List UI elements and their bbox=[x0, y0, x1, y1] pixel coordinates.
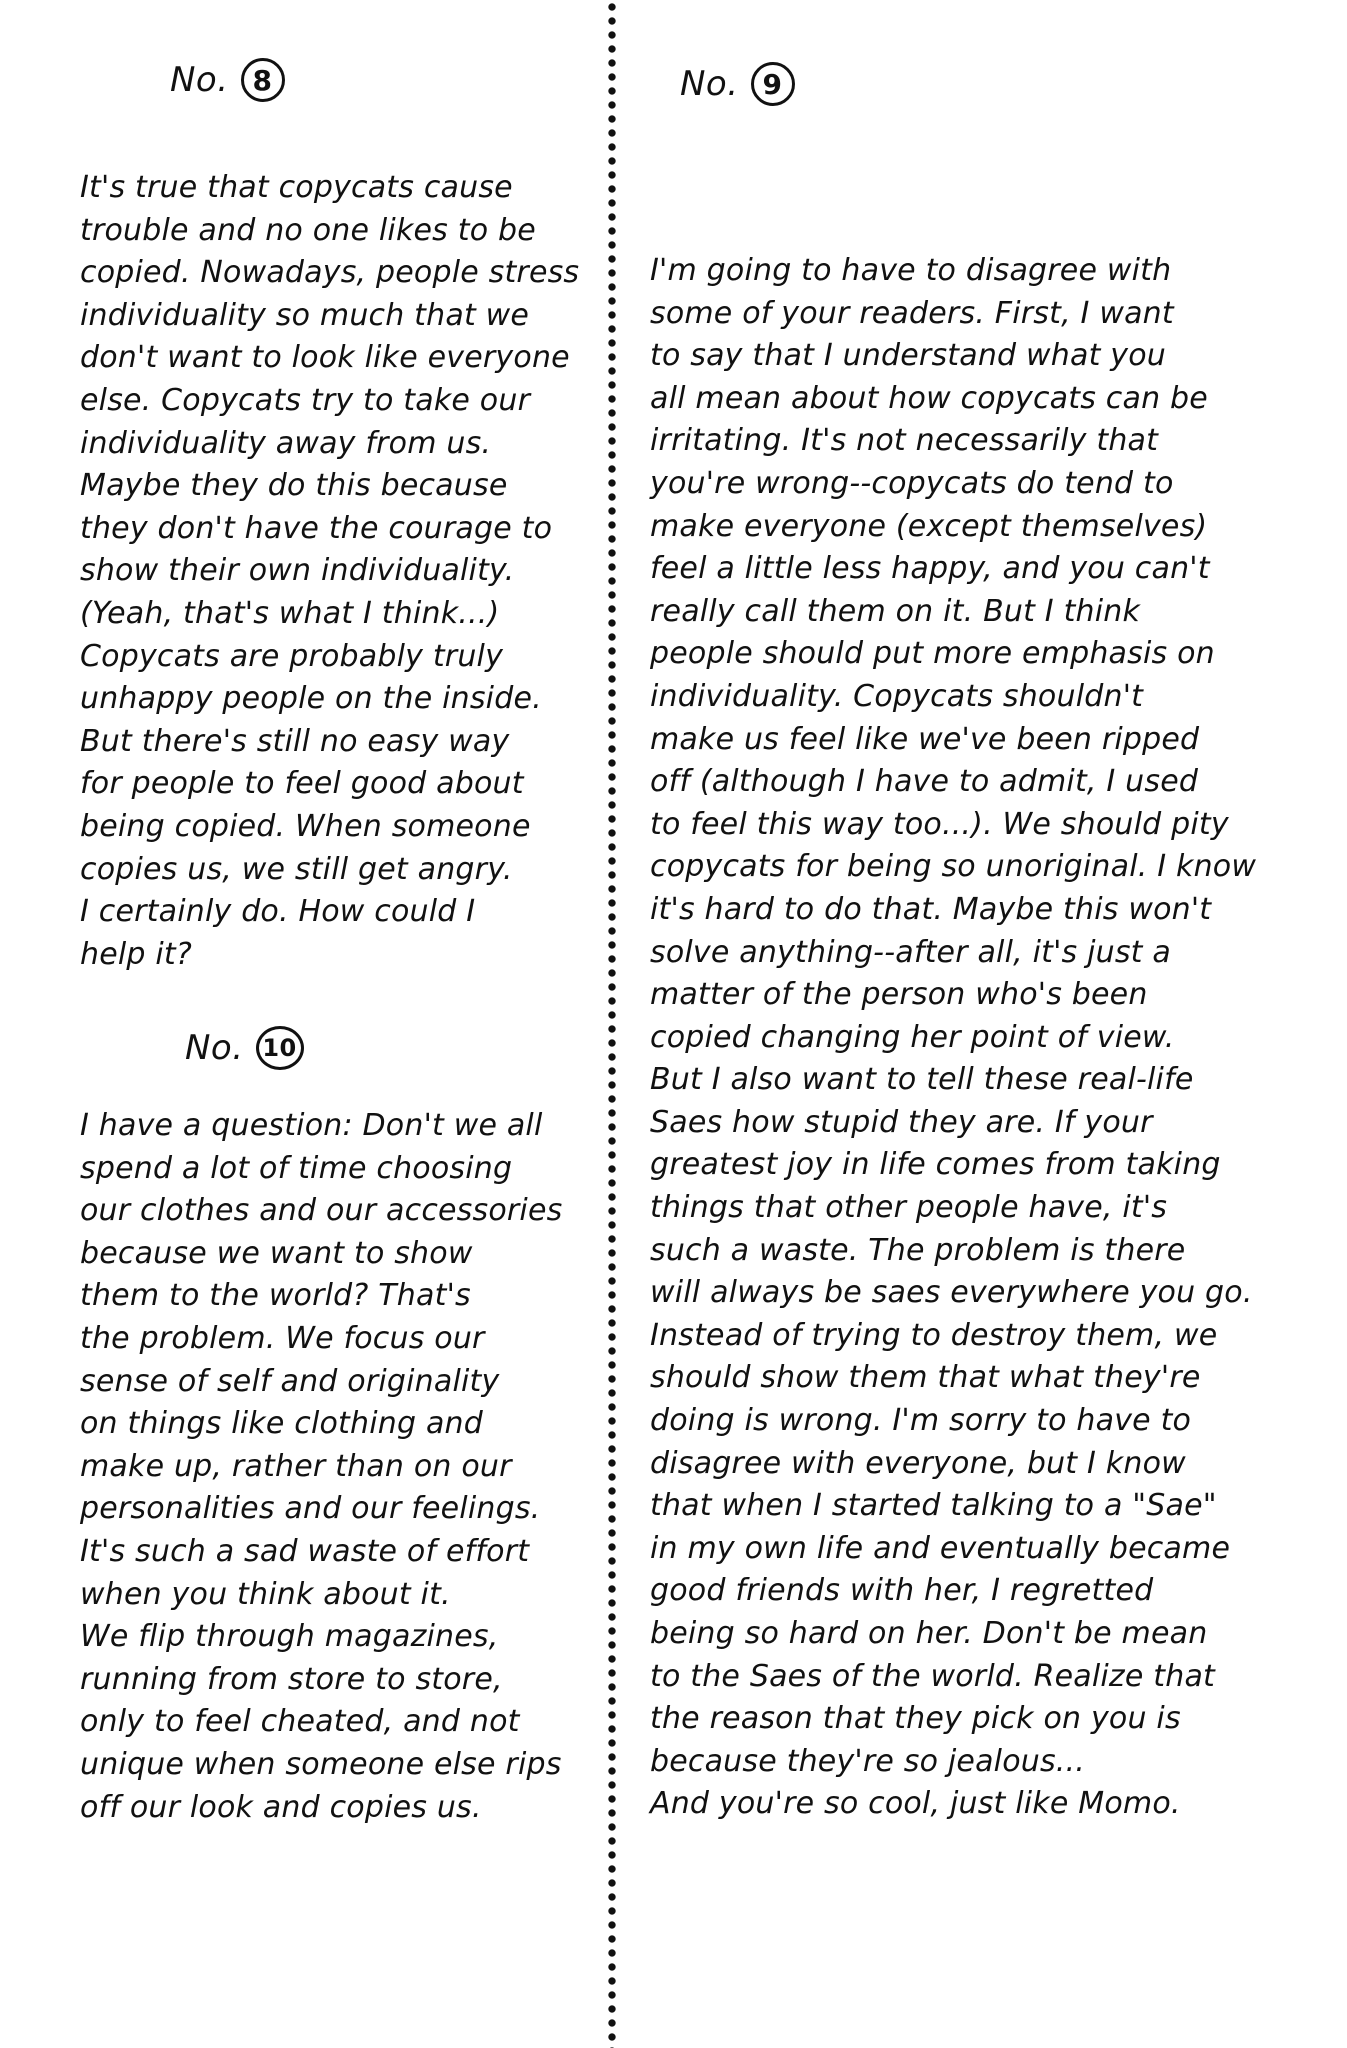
letter-body-no8: It's true that copycats cause trouble and no one likes to be copied. Nowadays, people stress individuality so much that we don't want to look like everyone else. Copycats try to take our individuality away from us. Maybe they do this because they don't have the courage to show their own individuality. (Yeah, that's what I think...) Copycats are probably truly unhappy people on the inside. But there's still no easy way for people to feel good about being copied. When someone copies us, we still get angry. I certainly do. How could I help it? bbox=[80, 170, 580, 972]
letter-body-no10: I have a question: Don't we all spend a lot of time choosing our clothes and our accessories because we want to show them to the world? That's the problem. We focus our sense of self and originality on things like clothing and make up, rather than on our personalities and our feelings. It's such a sad waste of effort when you think about it. We flip through magazines, running from store to store, only to feel cheated, and not unique when someone else rips off our look and copies us. bbox=[80, 1108, 563, 1825]
letter-heading-no10 bbox=[185, 1026, 304, 1070]
letter-heading-no8 bbox=[170, 58, 285, 102]
letter-number-prefix: No. bbox=[170, 60, 229, 100]
letter-body-no9: I'm going to have to disagree with some of your readers. First, I want to say that I understand what you all mean about how copycats can be irritating. It's not necessarily that you're wrong--copycats do tend to make everyone (except themselves) feel a little less happy, and you can't really call them on it. But I think people should put more emphasis on individuality. Copycats shouldn't make us feel like we've been ripped off (although I have to admit, I used to feel this way too...). We should pity copycats for being so unoriginal. I know it's hard to do that. Maybe this won't solve anything--after all, it's just a matter of the person who's been copied changing her point of view. But I also want to tell these real-life Saes how stupid they are. If your greatest joy in life comes from taking things that other people have, it's such a waste. The problem is there will always be saes everywhere you go. Instead of trying to destroy them, we should show them that what they're doing is wrong. I'm sorry to have to disagree with everyone, but I know that when I started talking to a "Sae" in my own life and eventually became good friends with her, I regretted being so hard on her. Don't be mean to the Saes of the world. Realize that the reason that they pick on you is because they're so jealous... And you're so cool, just like Momo. bbox=[650, 253, 1257, 1822]
letter-number-prefix: No. bbox=[185, 1028, 244, 1068]
letter-number-prefix: No. bbox=[680, 64, 739, 104]
circled-number-10: 10 bbox=[256, 1026, 304, 1070]
letter-heading-no9 bbox=[680, 62, 795, 106]
circled-number-8: 8 bbox=[241, 58, 285, 102]
circled-number-9: 9 bbox=[751, 62, 795, 106]
dotted-column-divider bbox=[607, 0, 617, 2048]
